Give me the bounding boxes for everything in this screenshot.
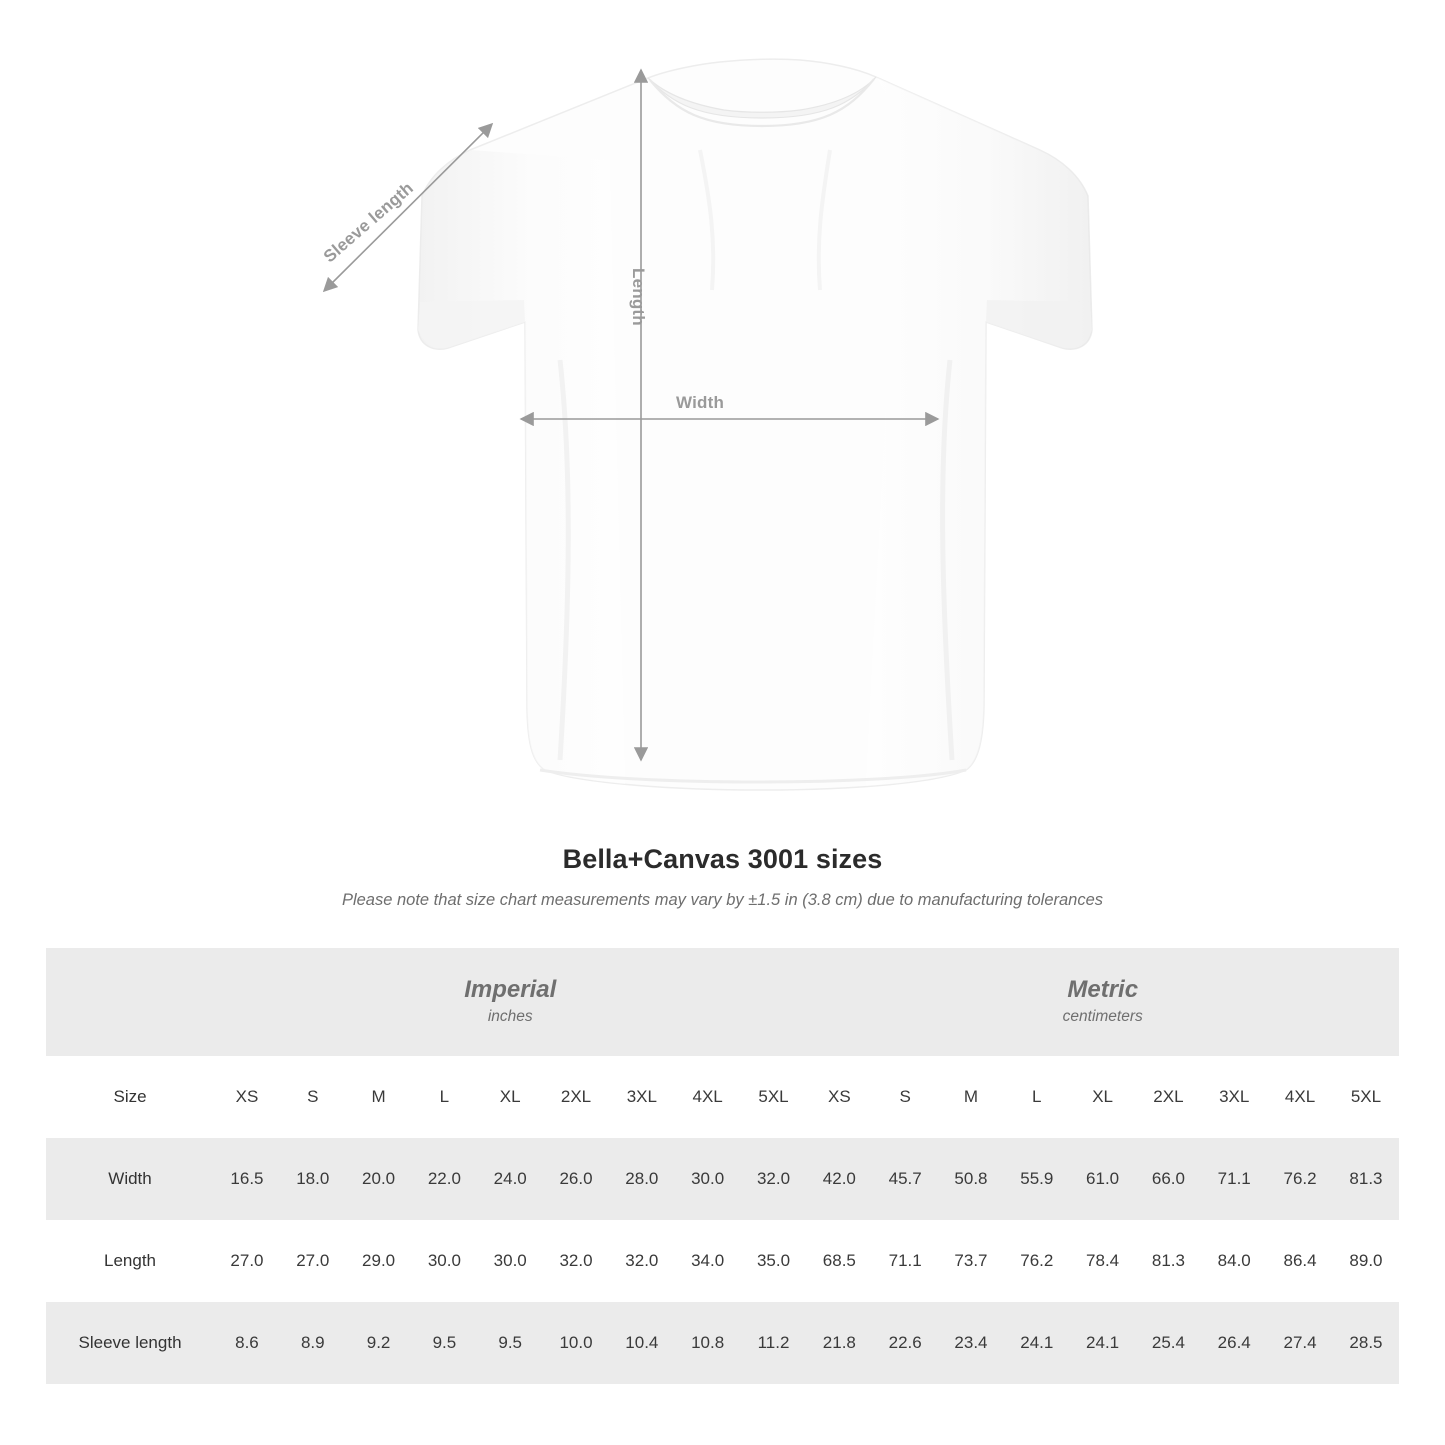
size-header-row — [46, 1056, 1399, 1138]
table-row-sleeve-length — [46, 1302, 1399, 1384]
cell-sleeve-2: 9.2 — [346, 1302, 412, 1384]
cell-sleeve-3: 9.5 — [411, 1302, 477, 1384]
cell-length-12: 76.2 — [1004, 1220, 1070, 1302]
size-col-5xl-metric: 5XL — [1333, 1056, 1399, 1138]
unit-group-spacer — [46, 948, 214, 1056]
size-col-3xl-imperial: 3XL — [609, 1056, 675, 1138]
cell-length-15: 84.0 — [1201, 1220, 1267, 1302]
cell-length-4: 30.0 — [477, 1220, 543, 1302]
chart-title: Bella+Canvas 3001 sizes — [562, 844, 883, 874]
size-col-xl-metric: XL — [1070, 1056, 1136, 1138]
size-col-m-metric: M — [938, 1056, 1004, 1138]
cell-sleeve-0: 8.6 — [214, 1302, 280, 1384]
imperial-unit: inches — [487, 1007, 533, 1025]
cell-width-5: 26.0 — [543, 1138, 609, 1220]
row-label-width: Width — [46, 1138, 214, 1220]
cell-length-11: 73.7 — [938, 1220, 1004, 1302]
size-chart-table-wrap — [46, 948, 1399, 1384]
cell-length-14: 81.3 — [1136, 1220, 1202, 1302]
imperial-label: Imperial — [464, 975, 557, 1003]
size-col-5xl-imperial: 5XL — [741, 1056, 807, 1138]
size-col-s-metric: S — [872, 1056, 938, 1138]
cell-length-9: 68.5 — [806, 1220, 872, 1302]
cell-width-7: 30.0 — [675, 1138, 741, 1220]
cell-width-8: 32.0 — [741, 1138, 807, 1220]
cell-length-2: 29.0 — [346, 1220, 412, 1302]
length-dimension-label: Length — [629, 268, 648, 326]
cell-sleeve-16: 27.4 — [1267, 1302, 1333, 1384]
size-col-4xl-metric: 4XL — [1267, 1056, 1333, 1138]
size-col-l-metric: L — [1004, 1056, 1070, 1138]
size-col-4xl-imperial: 4XL — [675, 1056, 741, 1138]
sleeve-length-dimension-label: Sleeve length — [319, 178, 418, 267]
cell-sleeve-9: 21.8 — [806, 1302, 872, 1384]
cell-width-12: 55.9 — [1004, 1138, 1070, 1220]
row-label-sleeve-length: Sleeve length — [46, 1302, 214, 1384]
size-col-l-imperial: L — [411, 1056, 477, 1138]
cell-sleeve-17: 28.5 — [1333, 1302, 1399, 1384]
cell-width-11: 50.8 — [938, 1138, 1004, 1220]
cell-width-17: 81.3 — [1333, 1138, 1399, 1220]
size-col-s-imperial: S — [280, 1056, 346, 1138]
row-label-length: Length — [46, 1220, 214, 1302]
cell-sleeve-5: 10.0 — [543, 1302, 609, 1384]
table-row-width — [46, 1138, 1399, 1220]
cell-width-13: 61.0 — [1070, 1138, 1136, 1220]
size-col-2xl-imperial: 2XL — [543, 1056, 609, 1138]
cell-length-7: 34.0 — [675, 1220, 741, 1302]
size-header-label: Size — [46, 1056, 214, 1138]
metric-unit: centimeters — [1062, 1007, 1143, 1025]
cell-width-2: 20.0 — [346, 1138, 412, 1220]
cell-width-14: 66.0 — [1136, 1138, 1202, 1220]
cell-sleeve-4: 9.5 — [477, 1302, 543, 1384]
cell-width-0: 16.5 — [214, 1138, 280, 1220]
cell-sleeve-15: 26.4 — [1201, 1302, 1267, 1384]
width-dimension-label: Width — [676, 393, 725, 412]
cell-length-6: 32.0 — [609, 1220, 675, 1302]
cell-sleeve-6: 10.4 — [609, 1302, 675, 1384]
size-chart-table — [46, 948, 1399, 1384]
cell-width-16: 76.2 — [1267, 1138, 1333, 1220]
size-col-2xl-metric: 2XL — [1136, 1056, 1202, 1138]
cell-sleeve-13: 24.1 — [1070, 1302, 1136, 1384]
cell-length-5: 32.0 — [543, 1220, 609, 1302]
cell-length-13: 78.4 — [1070, 1220, 1136, 1302]
cell-length-8: 35.0 — [741, 1220, 807, 1302]
cell-sleeve-7: 10.8 — [675, 1302, 741, 1384]
cell-width-10: 45.7 — [872, 1138, 938, 1220]
cell-length-1: 27.0 — [280, 1220, 346, 1302]
cell-sleeve-11: 23.4 — [938, 1302, 1004, 1384]
cell-sleeve-14: 25.4 — [1136, 1302, 1202, 1384]
cell-width-6: 28.0 — [609, 1138, 675, 1220]
metric-label: Metric — [1067, 975, 1139, 1003]
cell-sleeve-12: 24.1 — [1004, 1302, 1070, 1384]
size-col-xl-imperial: XL — [477, 1056, 543, 1138]
cell-length-17: 89.0 — [1333, 1220, 1399, 1302]
unit-group-row — [46, 948, 1399, 1056]
size-col-xs-imperial: XS — [214, 1056, 280, 1138]
cell-length-3: 30.0 — [411, 1220, 477, 1302]
size-col-3xl-metric: 3XL — [1201, 1056, 1267, 1138]
size-col-xs-metric: XS — [806, 1056, 872, 1138]
cell-width-15: 71.1 — [1201, 1138, 1267, 1220]
unit-group-metric — [806, 948, 1399, 1056]
unit-group-imperial — [214, 948, 806, 1056]
cell-length-16: 86.4 — [1267, 1220, 1333, 1302]
cell-width-3: 22.0 — [411, 1138, 477, 1220]
cell-sleeve-1: 8.9 — [280, 1302, 346, 1384]
cell-length-10: 71.1 — [872, 1220, 938, 1302]
table-row-length — [46, 1220, 1399, 1302]
size-col-m-imperial: M — [346, 1056, 412, 1138]
cell-sleeve-8: 11.2 — [741, 1302, 807, 1384]
cell-sleeve-10: 22.6 — [872, 1302, 938, 1384]
cell-width-4: 24.0 — [477, 1138, 543, 1220]
cell-width-1: 18.0 — [280, 1138, 346, 1220]
chart-note: Please note that size chart measurements may vary by ±1.5 in (3.8 cm) due to manufacturing tolerances — [341, 891, 1104, 909]
tshirt-shape — [418, 59, 1092, 790]
cell-length-0: 27.0 — [214, 1220, 280, 1302]
cell-width-9: 42.0 — [806, 1138, 872, 1220]
